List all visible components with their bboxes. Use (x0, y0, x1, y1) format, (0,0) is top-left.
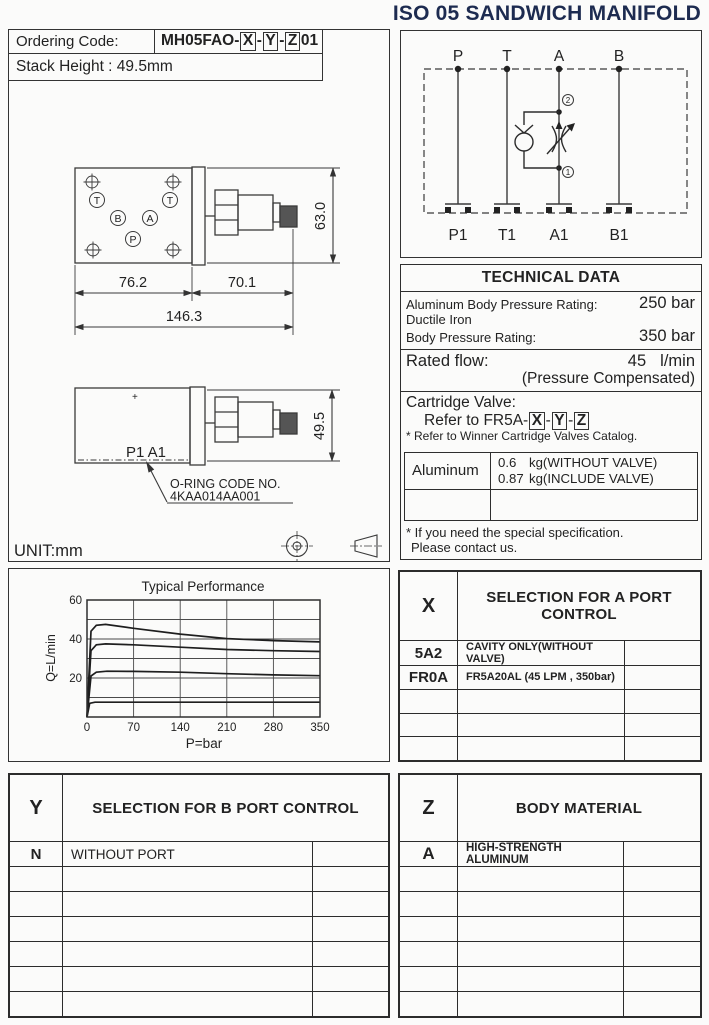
row-extra (623, 842, 700, 866)
table-row (400, 867, 700, 892)
row-desc (458, 942, 623, 966)
row-code: N (10, 842, 63, 866)
code-sep: - (279, 32, 285, 50)
z-selection-table (398, 773, 702, 1018)
schematic-port-t1-label: T1 (497, 227, 517, 244)
table-row (400, 942, 700, 967)
table-row (10, 917, 388, 942)
row-desc: WITHOUT PORT (71, 846, 175, 862)
row-extra (624, 737, 700, 760)
technical-data-title: TECHNICAL DATA (401, 265, 701, 292)
rated-flow-label: Rated flow: (406, 351, 489, 370)
port-lines (458, 69, 619, 204)
page-title: ISO 05 SANDWICH MANIFOLD (392, 2, 701, 25)
row-desc (458, 714, 624, 737)
rated-flow-value (628, 352, 695, 370)
table-row (400, 641, 700, 666)
row-extra (312, 917, 388, 941)
schematic-port-a-label: A (553, 48, 565, 65)
y-table-title: SELECTION FOR B PORT CONTROL (92, 799, 359, 817)
face-port-a-label: A (146, 212, 154, 225)
row-code (400, 690, 458, 713)
table-row (400, 992, 700, 1016)
z-table-code: Z (400, 775, 458, 841)
code-x-box: X (240, 32, 255, 50)
flow-number: 45 (627, 351, 647, 370)
chart-curves (87, 624, 320, 717)
row-desc: CAVITY ONLY(WITHOUT VALVE) (466, 641, 593, 665)
row-extra (623, 942, 700, 966)
schematic-port-b-label: B (613, 48, 625, 65)
iron-pressure-value: 350 bar (639, 327, 695, 346)
y-selection-table (8, 773, 390, 1018)
table-row (400, 842, 700, 867)
weight-values-cell (491, 453, 697, 489)
curve-37lpm (87, 644, 320, 717)
bottom-port-symbols (445, 204, 632, 213)
dim-49-5: 49.5 (312, 411, 328, 441)
side-port-labels: P1 A1 (125, 444, 167, 461)
cartridge-sep: - (545, 411, 551, 429)
weight-material-cell: Aluminum (405, 453, 491, 489)
chart-xlabel: P=bar (185, 736, 223, 751)
row-code (400, 992, 458, 1016)
unit-label: UNIT:mm (14, 542, 83, 560)
x-tick-label: 70 (127, 722, 140, 734)
iron-label-line2: Body Pressure Rating: (406, 330, 537, 346)
table-row (400, 737, 700, 760)
row-extra (623, 892, 700, 916)
plus-mark: + (132, 392, 138, 403)
weight-text-1: kg(WITHOUT VALVE) (529, 454, 658, 470)
row-desc (63, 892, 312, 916)
row-desc: FR5A20AL (45 LPM , 350bar) (466, 671, 615, 684)
row-extra (312, 842, 388, 866)
schematic-port-t-label: T (502, 48, 512, 65)
table-row (400, 892, 700, 917)
face-port-t2-label: T (166, 194, 174, 207)
table-row (400, 666, 700, 690)
dim-63-0: 63.0 (313, 201, 329, 231)
chart-ylabel: Q=L/min (44, 634, 58, 682)
row-code (400, 714, 458, 737)
pressure-compensated-note: (Pressure Compensated) (521, 369, 695, 387)
row-extra (623, 917, 700, 941)
performance-chart (8, 568, 390, 762)
cartridge-ref (406, 412, 695, 430)
table-row (10, 892, 388, 917)
special-spec-note-line2: Please contact us. (411, 540, 518, 556)
curve-8lpm (87, 702, 320, 717)
row-extra (624, 690, 700, 713)
alu-pressure-value: 250 bar (639, 294, 695, 312)
row-extra (623, 967, 700, 991)
row-desc (458, 690, 624, 713)
dim-70-1: 70.1 (227, 275, 257, 291)
x-tick-label: 280 (263, 722, 283, 734)
row-extra (624, 714, 700, 737)
x-selection-table (398, 570, 702, 762)
row-desc (63, 867, 312, 891)
cartridge-y-box: Y (552, 412, 567, 430)
row-desc: HIGH-STRENGTH ALUMINUM (466, 842, 562, 866)
x-table-code: X (400, 572, 458, 640)
table-row (400, 917, 700, 942)
row-desc (63, 942, 312, 966)
code-z-box: Z (285, 32, 299, 50)
dimension-drawings (8, 29, 390, 562)
technical-data-panel (400, 264, 702, 560)
row-desc (458, 737, 624, 760)
row-code (400, 737, 458, 760)
cartridge-ref-prefix: Refer to FR5A- (424, 411, 529, 429)
table-row (400, 967, 700, 992)
flow-control-valve-symbol (515, 109, 575, 171)
row-extra (623, 992, 700, 1016)
row-code (10, 942, 63, 966)
schematic-port-p-label: P (452, 48, 464, 65)
row-extra (624, 641, 700, 665)
projection-symbol-icon (281, 531, 382, 561)
row-desc (458, 892, 623, 916)
sandwich-boundary (424, 69, 687, 213)
schematic-port-a1-label: A1 (549, 227, 569, 244)
x-table-title: SELECTION FOR A PORT CONTROL (486, 589, 672, 623)
table-row (10, 867, 388, 892)
row-desc (63, 967, 312, 991)
row-extra (624, 666, 700, 689)
node-2-label: 2 (565, 95, 571, 105)
row-code: FR0A (400, 666, 458, 689)
y-table-code: Y (10, 775, 63, 841)
threaded-stud (280, 206, 297, 227)
top-view-drawing (75, 167, 340, 335)
y-tick-label: 20 (69, 673, 82, 685)
oring-code-line1: O-RING CODE NO. (170, 477, 281, 491)
row-code (400, 967, 458, 991)
row-code: A (400, 842, 458, 866)
dim-76-2: 76.2 (118, 275, 148, 291)
x-tick-label: 140 (170, 722, 190, 734)
code-suffix: 01 (300, 32, 319, 50)
cartridge-valve-label: Cartridge Valve: (406, 393, 516, 411)
table-row (10, 842, 388, 867)
row-code (10, 892, 63, 916)
table-row (400, 714, 700, 738)
alu-pressure-label: Aluminum Body Pressure Rating: (406, 296, 598, 312)
hydraulic-schematic (400, 30, 702, 258)
y-tick-label: 40 (69, 634, 82, 646)
row-code: 5A2 (400, 641, 458, 665)
cartridge-z-box: Z (574, 412, 588, 430)
node-1-label: 1 (565, 167, 571, 177)
table-row (400, 690, 700, 714)
code-sep: - (256, 32, 262, 50)
code-prefix: MH05FAO- (161, 32, 240, 50)
ordering-code-table (8, 29, 323, 81)
row-extra (623, 867, 700, 891)
schematic-port-b1-label: B1 (609, 227, 629, 244)
code-y-box: Y (263, 32, 278, 50)
chart-tick-labels (69, 595, 329, 734)
row-desc (63, 917, 312, 941)
cartridge-catalog-note: * Refer to Winner Cartridge Valves Catalog. (406, 429, 638, 444)
weight-value-1: 0.6 (498, 454, 517, 470)
stack-height-label: Stack Height : 49.5mm (16, 58, 173, 75)
x-tick-label: 210 (217, 722, 237, 734)
x-tick-label: 0 (83, 722, 91, 734)
dim-146-3: 146.3 (165, 309, 203, 325)
row-code (400, 917, 458, 941)
cartridge-x-box: X (529, 412, 544, 430)
weight-empty-row (405, 490, 697, 520)
row-extra (312, 942, 388, 966)
row-code (10, 967, 63, 991)
row-code (10, 867, 63, 891)
weight-table (404, 452, 698, 521)
row-desc (63, 992, 312, 1016)
chart-title: Typical Performance (141, 579, 265, 594)
row-code (10, 992, 63, 1016)
row-extra (312, 892, 388, 916)
face-port-b-label: B (114, 212, 122, 225)
table-row (10, 992, 388, 1016)
special-spec-note-line1: * If you need the special specification. (406, 524, 624, 540)
cartridge-sep: - (568, 411, 574, 429)
row-extra (312, 967, 388, 991)
z-table-title: BODY MATERIAL (515, 799, 643, 817)
table-row (10, 967, 388, 992)
iron-label-line1: Ductile Iron (406, 312, 472, 328)
weight-value-2: 0.87 (498, 470, 524, 486)
row-desc (458, 917, 623, 941)
chart-gridlines (87, 600, 320, 717)
row-code (400, 892, 458, 916)
row-code (400, 867, 458, 891)
row-desc (458, 867, 623, 891)
x-tick-label: 350 (310, 722, 330, 734)
row-code (10, 917, 63, 941)
oring-code-line2: 4KAA014AA001 (170, 489, 261, 504)
row-code (400, 942, 458, 966)
face-port-p-label: P (129, 233, 137, 246)
ordering-code-label: Ordering Code: (9, 30, 155, 53)
ordering-code-value (155, 32, 322, 50)
flow-unit: l/min (660, 351, 695, 370)
face-port-t1-label: T (93, 194, 101, 207)
row-extra (312, 992, 388, 1016)
row-extra (312, 867, 388, 891)
table-row (10, 942, 388, 967)
schematic-port-p1-label: P1 (448, 227, 468, 244)
y-tick-label: 60 (69, 595, 82, 607)
row-desc (458, 967, 623, 991)
row-desc (458, 992, 623, 1016)
weight-text-2: kg(INCLUDE VALVE) (529, 470, 654, 486)
threaded-stud (280, 413, 297, 434)
